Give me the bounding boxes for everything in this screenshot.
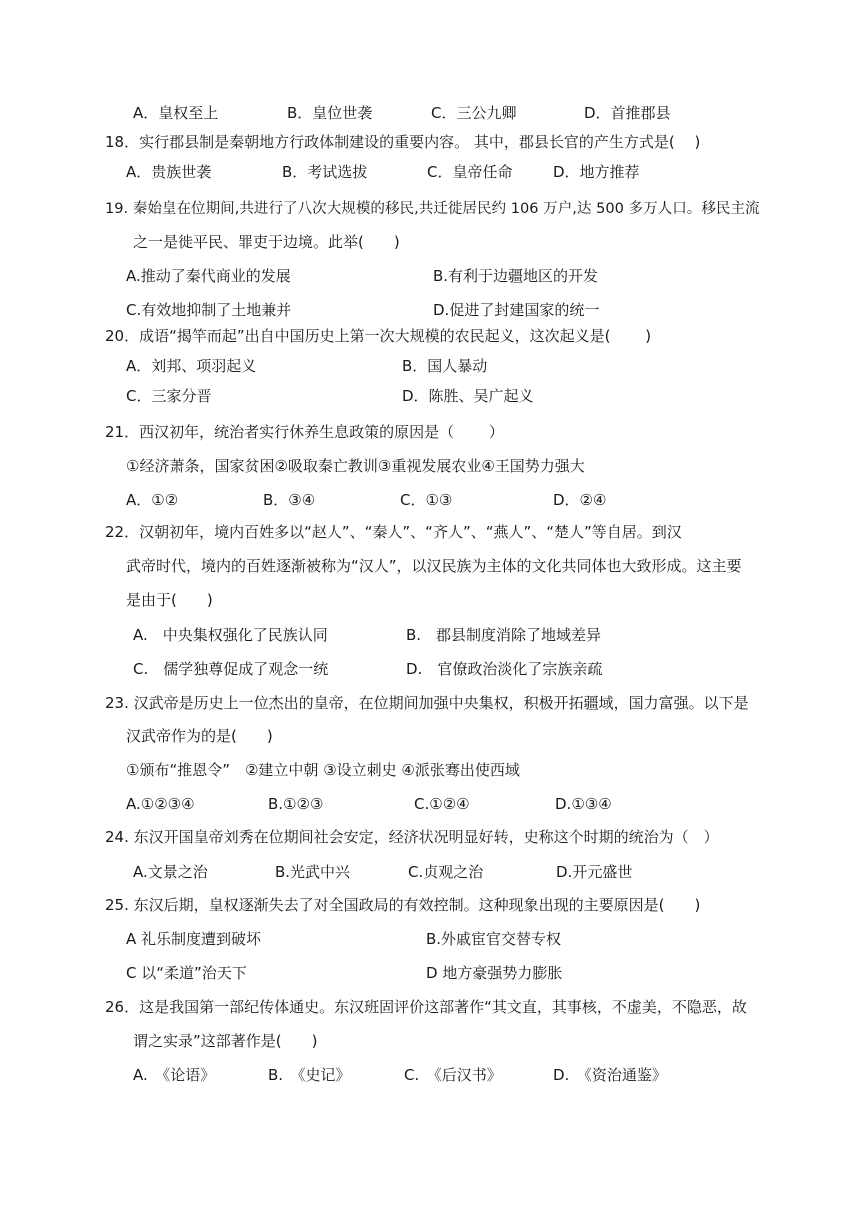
option-b[interactable]: B．皇位世袭	[287, 104, 373, 122]
option-d[interactable]: D．地方推荐	[553, 163, 640, 181]
option-c[interactable]: C.贞观之治	[408, 863, 484, 881]
question-stem: 20．成语“揭竿而起”出自中国历史上第一次大规模的农民起义，这次起义是( )	[105, 327, 652, 345]
option-b[interactable]: B.有利于边疆地区的开发	[433, 267, 599, 285]
option-d[interactable]: D．首推郡县	[584, 104, 671, 122]
question-stem-line-2: 之一是徙平民、罪吏于边境。此举( )	[133, 233, 400, 251]
option-a[interactable]: A. 中央集权强化了民族认同	[133, 626, 328, 644]
option-a[interactable]: A.文景之治	[133, 863, 208, 881]
option-a[interactable]: A.推动了秦代商业的发展	[126, 267, 291, 285]
question-stem-line-2: 谓之实录”这部著作是( )	[133, 1032, 318, 1050]
question-stem: 25. 东汉后期，皇权逐渐失去了对全国政局的有效控制。这种现象出现的主要原因是( )	[105, 896, 701, 914]
option-c[interactable]: C. 《后汉书》	[404, 1066, 502, 1084]
option-c[interactable]: C．三公九卿	[431, 104, 517, 122]
question-stem: 21．西汉初年，统治者实行休养生息政策的原因是（ ）	[105, 423, 504, 441]
option-b[interactable]: B.外戚宦官交替专权	[426, 930, 562, 948]
statement-items: ①经济萧条，国家贫困②吸取秦亡教训③重视发展农业④王国势力强大	[126, 457, 585, 475]
option-b[interactable]: B．③④	[263, 491, 316, 509]
option-c[interactable]: C.①②④	[414, 795, 470, 813]
option-b[interactable]: B．国人暴动	[402, 357, 488, 375]
option-b[interactable]: B．考试选拔	[282, 163, 368, 181]
option-d[interactable]: D．陈胜、吴广起义	[402, 387, 534, 405]
option-a[interactable]: A.①②③④	[126, 795, 195, 813]
question-stem-line-2: 汉武帝作为的是( )	[126, 727, 273, 745]
question-stem-line-1: 23. 汉武帝是历史上一位杰出的皇帝，在位期间加强中央集权，积极开拓疆域，国力富强。以下是	[105, 694, 749, 712]
option-d[interactable]: D 地方豪强势力膨胀	[426, 964, 563, 982]
option-d[interactable]: D.促进了封建国家的统一	[433, 301, 600, 319]
option-b[interactable]: B. 郡县制度消除了地域差异	[406, 626, 602, 644]
option-d[interactable]: D. 《资治通鉴》	[553, 1066, 667, 1084]
option-d[interactable]: D．②④	[553, 491, 607, 509]
option-b[interactable]: B.①②③	[268, 795, 324, 813]
option-c[interactable]: C．①③	[400, 491, 453, 509]
option-d[interactable]: D.①③④	[555, 795, 612, 813]
question-stem: 24. 东汉开国皇帝刘秀在位期间社会安定，经济状况明显好转，史称这个时期的统治为（ ）	[105, 828, 719, 846]
question-stem-line-1: 26．这是我国第一部纪传体通史。东汉班固评价这部著作“其文直，其事核，不虚美，不隐恶，故	[105, 998, 747, 1016]
option-a[interactable]: A．刘邦、项羽起义	[126, 357, 257, 375]
option-d[interactable]: D.开元盛世	[556, 863, 633, 881]
option-a[interactable]: A．①②	[126, 491, 179, 509]
option-a[interactable]: A．皇权至上	[133, 104, 219, 122]
option-b[interactable]: B.光武中兴	[275, 863, 351, 881]
question-stem: 18．实行郡县制是秦朝地方行政体制建设的重要内容。 其中，郡县长官的产生方式是( )	[105, 133, 701, 151]
option-c[interactable]: C．三家分晋	[126, 387, 212, 405]
option-c[interactable]: C 以“柔道”治天下	[126, 964, 247, 982]
option-b[interactable]: B. 《史记》	[268, 1066, 351, 1084]
option-d[interactable]: D. 官僚政治淡化了宗族亲疏	[406, 660, 603, 678]
option-a[interactable]: A 礼乐制度遭到破坏	[126, 930, 262, 948]
option-a[interactable]: A．贵族世袭	[126, 163, 212, 181]
option-c[interactable]: C. 儒学独尊促成了观念一统	[133, 660, 329, 678]
option-c[interactable]: C．皇帝任命	[427, 163, 513, 181]
question-stem-line-2: 武帝时代，境内的百姓逐渐被称为“汉人”，以汉民族为主体的文化共同体也大致形成。这主要	[126, 557, 742, 575]
question-stem-line-1: 19. 秦始皇在位期间,共进行了八次大规模的移民,共迁徙居民约 106 万户,达 500 多万人口。移民主流	[105, 200, 760, 217]
question-stem-line-3: 是由于( )	[126, 591, 213, 609]
question-stem-line-1: 22．汉朝初年，境内百姓多以“赵人”、“秦人”、“齐人”、“燕人”、“楚人”等自居。到汉	[105, 523, 682, 541]
statement-items: ①颁布“推恩令” ②建立中朝 ③设立刺史 ④派张骞出使西域	[126, 761, 520, 779]
option-a[interactable]: A. 《论语》	[133, 1066, 216, 1084]
option-c[interactable]: C.有效地抑制了土地兼并	[126, 301, 292, 319]
